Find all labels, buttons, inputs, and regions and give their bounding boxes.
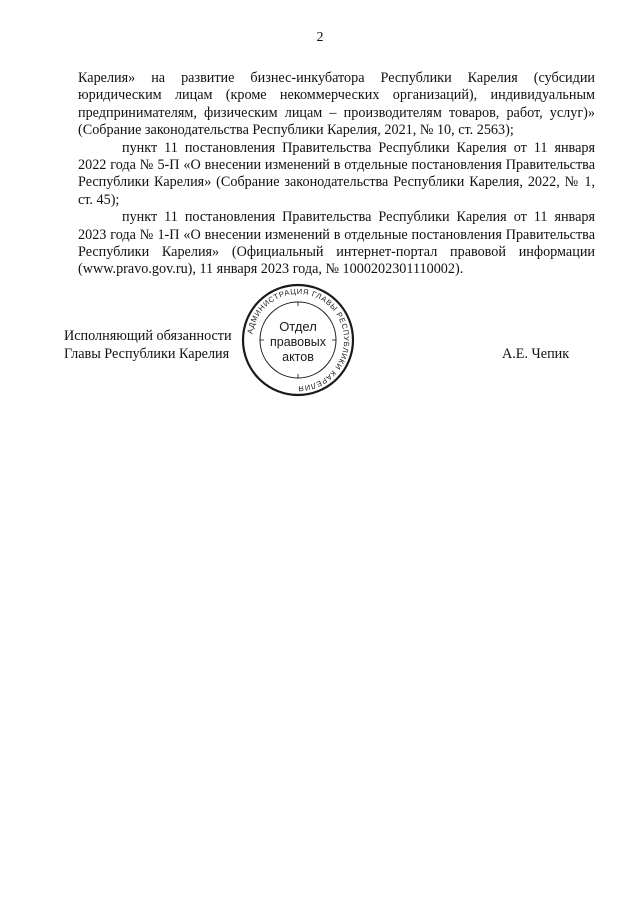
page-number: 2 [316, 30, 324, 45]
official-stamp [240, 282, 356, 398]
stamp-graphic [240, 282, 356, 398]
paragraph-3: пункт 11 постановления Правительства Республики Карелия от 11 января 2023 года № 1-П «О внесении изменений в отдельные постановления Правительства Республики Карелия» (Официальный интернет-портал правовой информации (www.pravo.gov.ru), 11 января 2023 года, № 1000202301110002). [78, 209, 595, 278]
stamp-center-line-2: правовых [270, 335, 326, 349]
stamp-ring-text: АДМИНИСТРАЦИЯ ГЛАВЫ РЕСПУБЛИКИ КАРЕЛИЯ [245, 286, 352, 394]
stamp-center-line-3: актов [282, 350, 314, 364]
signatory-title-line-1: Исполняющий обязанности [64, 328, 232, 344]
stamp-center-line-1: Отдел [279, 319, 317, 334]
signatory-name: А.Е. Чепик [502, 346, 570, 362]
signatory-title [64, 327, 232, 363]
signatory-title-line-2: Главы Республики Карелия [64, 346, 230, 362]
paragraph-2: пункт 11 постановления Правительства Республики Карелия от 11 января 2022 года № 5-П «О внесении изменений в отдельные постановления Правительства Республики Карелия» (Собрание законодательства Республики Карелия, 2022, № 1, ст. 45); [78, 139, 595, 208]
document-body [78, 70, 595, 279]
paragraph-1: Карелия» на развитие бизнес-инкубатора Республики Карелия (субсидии юридическим лицам (кроме некоммерческих организаций), индивидуальным предпринимателям, физическим лицам – производителям товаров, работ, услуг)» (Собрание законодательства Республики Карелия, 2021, № 10, ст. 2563); [78, 70, 595, 139]
